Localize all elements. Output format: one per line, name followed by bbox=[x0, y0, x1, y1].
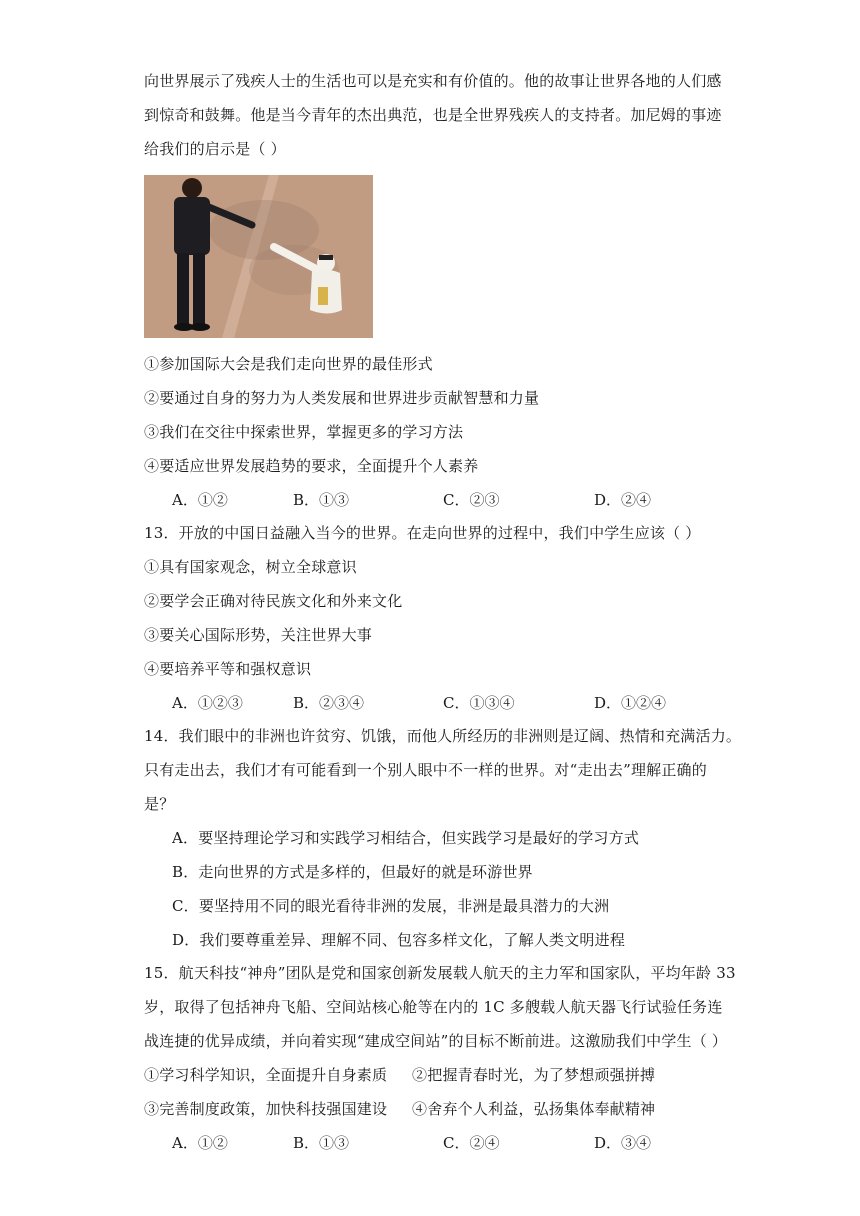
q15-statement-row-2: ③完善制度政策，加快科技强国建设 ④舍弃个人利益，弘扬集体奉献精神 bbox=[144, 1100, 656, 1118]
intro-line-2: 到惊奇和鼓舞。他是当今青年的杰出典范，也是全世界残疾人的支持者。加尼姆的事迹 bbox=[144, 106, 722, 124]
q15-option-c[interactable]: C．②④ bbox=[443, 1134, 500, 1152]
q14-stem-line-1: 14．我们眼中的非洲也许贫穷、饥饿，而他人所经历的非洲则是辽阔、热情和充满活力。 bbox=[144, 727, 742, 745]
q12-statement-3: ③我们在交往中探索世界，掌握更多的学习方法 bbox=[144, 423, 464, 441]
q12-option-c[interactable]: C．②③ bbox=[443, 491, 500, 509]
q13-option-c[interactable]: C．①③④ bbox=[443, 694, 515, 712]
q15-stem-line-1: 15．航天科技“神舟”团队是党和国家创新发展载人航天的主力军和国家队，平均年龄 33 bbox=[144, 964, 736, 982]
q13-statement-2: ②要学会正确对待民族文化和外来文化 bbox=[144, 592, 403, 610]
q13-statement-3: ③要关心国际形势，关注世界大事 bbox=[144, 626, 373, 644]
q12-statement-1: ①参加国际大会是我们走向世界的最佳形式 bbox=[144, 355, 433, 373]
q14-option-c[interactable]: C．要坚持用不同的眼光看待非洲的发展，非洲是最具潜力的大洲 bbox=[172, 897, 610, 915]
q13-option-a[interactable]: A．①②③ bbox=[172, 694, 243, 712]
q14-option-d[interactable]: D．我们要尊重差异、理解不同、包容多样文化，了解人类文明进程 bbox=[172, 931, 626, 949]
q15-option-d[interactable]: D．③④ bbox=[594, 1134, 652, 1152]
q12-statement-2: ②要通过自身的努力为人类发展和世界进步贡献智慧和力量 bbox=[144, 389, 540, 407]
q14-option-b[interactable]: B．走向世界的方式是多样的，但最好的就是环游世界 bbox=[172, 863, 533, 881]
q15-option-b[interactable]: B．①③ bbox=[293, 1134, 350, 1152]
q13-stem: 13．开放的中国日益融入当今的世界。在走向世界的过程中，我们中学生应该（ ） bbox=[144, 524, 701, 542]
q12-statement-4: ④要适应世界发展趋势的要求，全面提升个人素养 bbox=[144, 457, 479, 475]
photo-illustration bbox=[144, 175, 373, 338]
q13-option-b[interactable]: B．②③④ bbox=[293, 694, 365, 712]
q13-statement-4: ④要培养平等和强权意识 bbox=[144, 660, 312, 678]
intro-line-1: 向世界展示了残疾人士的生活也可以是充实和有价值的。他的故事让世界各地的人们感 bbox=[144, 72, 722, 90]
q14-stem-line-3: 是？ bbox=[144, 795, 175, 813]
q13-statement-1: ①具有国家观念，树立全球意识 bbox=[144, 558, 357, 576]
q15-statement-row-1: ①学习科学知识，全面提升自身素质 ②把握青春时光，为了梦想顽强拼搏 bbox=[144, 1066, 656, 1084]
question-photo bbox=[144, 175, 373, 338]
q15-stem-line-3: 战连捷的优异成绩，并向着实现“建成空间站”的目标不断前进。这激励我们中学生（ ） bbox=[144, 1032, 728, 1050]
q15-option-a[interactable]: A．①② bbox=[172, 1134, 228, 1152]
q12-option-b[interactable]: B．①③ bbox=[293, 491, 350, 509]
q15-stem-line-2: 岁，取得了包括神舟飞船、空间站核心舱等在内的 1C 多艘载人航天器飞行试验任务连 bbox=[144, 998, 723, 1016]
intro-line-3: 给我们的启示是（ ） bbox=[144, 140, 286, 158]
q13-option-d[interactable]: D．①②④ bbox=[594, 694, 667, 712]
q12-option-d[interactable]: D．②④ bbox=[594, 491, 652, 509]
q14-stem-line-2: 只有走出去，我们才有可能看到一个别人眼中不一样的世界。对“走出去”理解正确的 bbox=[144, 761, 707, 779]
q14-option-a[interactable]: A．要坚持理论学习和实践学习相结合，但实践学习是最好的学习方式 bbox=[172, 829, 640, 847]
q12-option-a[interactable]: A．①② bbox=[172, 491, 228, 509]
